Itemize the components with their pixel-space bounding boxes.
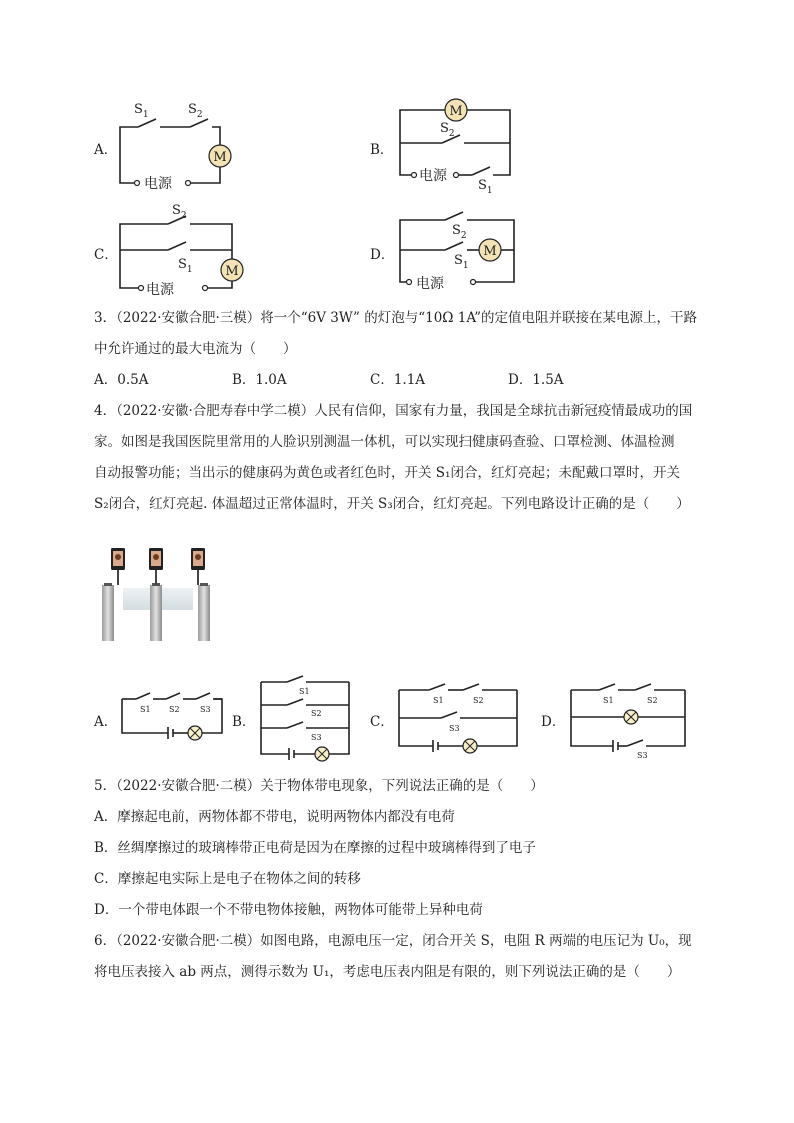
q5-option-b: B．丝绸摩擦过的玻璃棒带正电荷是因为在摩擦的过程中玻璃棒得到了电子 — [94, 840, 536, 856]
svg-text:S1: $S_1$ — [134, 102, 149, 120]
svg-text:电源: 电源 — [419, 168, 447, 184]
svg-text:电源: 电源 — [416, 276, 444, 292]
svg-text:S1: S1 — [603, 696, 614, 705]
svg-text:S2: S2 — [647, 696, 658, 705]
q4-option-b-letter: B． — [232, 714, 256, 730]
svg-text:S2: S2 — [169, 705, 180, 714]
q2-option-d-letter: D． — [370, 247, 395, 263]
svg-text:S2: $S_2$ — [188, 102, 203, 120]
q6-stem-line2: 将电压表接入 ab 两点，测得示数为 U₁，考虑电压表内阻是有限的，则下列说法正确的是（ ） — [94, 964, 681, 980]
q4-stem-line4: S₂闭合，红灯亮起. 体温超过正常体温时，开关 S₃闭合，红灯亮起。下列电路设计正确的是（ ） — [94, 496, 690, 512]
q4-stem-line1: 4．（2022·安徽·合肥寿春中学二模）人民有信仰，国家有力量，我国是全球抗击新冠疫情最成功的国 — [94, 403, 693, 419]
q4-circuit-c — [393, 680, 523, 752]
q3-option-c: C．1.1A — [370, 372, 426, 388]
q2-circuit-a — [110, 95, 250, 195]
svg-text:S2: S2 — [311, 709, 322, 718]
q4-circuit-b — [255, 674, 355, 766]
q6-stem-line1: 6．（2022·安徽合肥·二模）如图电路，电源电压一定，闭合开关 S，电阻 R 两端的电压记为 U₀，现 — [94, 933, 692, 949]
svg-text:M: M — [225, 264, 239, 279]
q3-option-a: A．0.5A — [94, 372, 149, 388]
q3-stem-line2: 中允许通过的最大电流为（ ） — [94, 341, 297, 357]
svg-text:S3: S3 — [637, 751, 648, 760]
q5-option-d: D．一个带电体跟一个不带电物体接触，两物体可能带上异种电荷 — [94, 902, 483, 918]
q4-circuit-a — [116, 685, 228, 747]
svg-text:电源: 电源 — [144, 176, 172, 192]
q4-stem-line2: 家。如图是我国医院里常用的人脸识别测温一体机，可以实现扫健康码查验、口罩检测、体温检测 — [94, 434, 675, 450]
q2-option-a-letter: A． — [94, 142, 118, 158]
svg-text:S1: $S_1$ — [178, 257, 193, 275]
q4-option-a-letter: A． — [94, 714, 118, 730]
svg-text:M: M — [483, 244, 497, 259]
svg-text:S2: S2 — [473, 696, 484, 705]
q2-circuit-c — [110, 200, 250, 300]
svg-text:电源: 电源 — [146, 282, 174, 298]
q2-circuit-b — [390, 95, 530, 195]
q3-option-d: D．1.5A — [508, 372, 564, 388]
q3-option-b: B．1.0A — [232, 372, 287, 388]
face-recognition-gate-photo — [98, 545, 216, 643]
svg-text:M: M — [449, 104, 463, 119]
q3-stem-line1: 3．（2022·安徽合肥·三模）将一个“6V 3W” 的灯泡与“10Ω 1A”的定值电阻并联接在某电源上，干路 — [94, 310, 698, 326]
q4-option-d-letter: D． — [541, 714, 566, 730]
svg-text:S3: S3 — [200, 705, 211, 714]
q2-circuit-d — [390, 200, 530, 300]
q5-option-c: C．摩擦起电实际上是电子在物体之间的转移 — [94, 871, 361, 887]
q5-option-a: A．摩擦起电前，两物体都不带电，说明两物体内都没有电荷 — [94, 809, 455, 825]
svg-text:M: M — [213, 150, 227, 165]
svg-text:S1: S1 — [140, 705, 151, 714]
q2-option-c-letter: C． — [94, 247, 118, 263]
q2-option-b-letter: B． — [370, 142, 394, 158]
svg-text:S2: $S_2$ — [452, 223, 467, 241]
svg-text:S2: $S_2$ — [172, 203, 187, 221]
svg-text:S2: $S_2$ — [440, 121, 455, 139]
svg-text:S3: S3 — [311, 733, 322, 742]
q4-option-c-letter: C． — [370, 714, 394, 730]
svg-text:S1: $S_1$ — [478, 178, 493, 196]
svg-text:S3: S3 — [449, 724, 460, 733]
svg-text:S1: S1 — [433, 696, 444, 705]
q4-circuit-d — [565, 680, 693, 760]
svg-text:S1: $S_1$ — [454, 253, 469, 271]
q5-stem: 5．（2022·安徽合肥·二模）关于物体带电现象，下列说法正确的是（ ） — [94, 778, 544, 794]
q4-stem-line3: 自动报警功能；当出示的健康码为黄色或者红色时，开关 S₁闭合，红灯亮起；未配戴口罩时，开关 — [94, 465, 680, 481]
svg-text:S1: S1 — [299, 687, 310, 696]
